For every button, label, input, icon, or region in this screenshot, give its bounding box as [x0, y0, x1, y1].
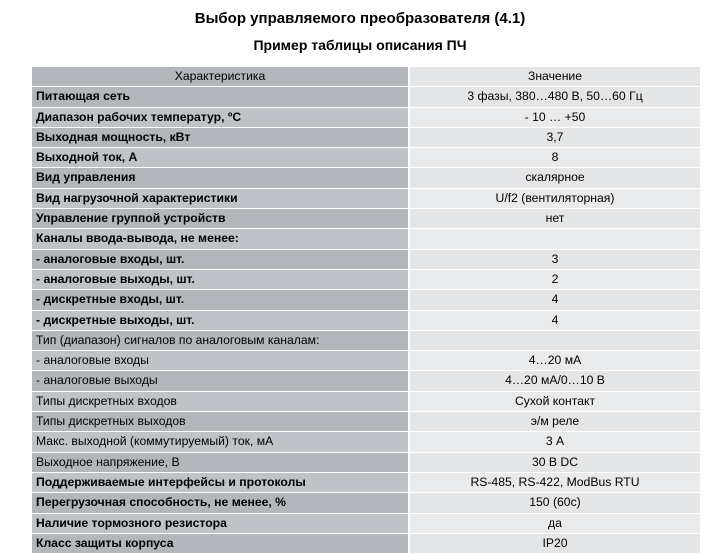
- param-cell: Вид управления: [32, 168, 410, 188]
- value-cell: да: [410, 514, 700, 534]
- slide-title: Выбор управляемого преобразователя (4.1): [194, 10, 526, 27]
- value-cell: [410, 229, 700, 249]
- value-cell: нет: [410, 209, 700, 229]
- header-characteristic: Характеристика: [32, 67, 410, 87]
- value-cell: Сухой контакт: [410, 392, 700, 412]
- value-cell: 3 фазы, 380…480 В, 50…60 Гц: [410, 87, 700, 107]
- table-row: [32, 331, 700, 351]
- table-row: [32, 392, 700, 412]
- table-row: [32, 108, 700, 128]
- value-cell: 8: [410, 148, 700, 168]
- param-cell: Тип (диапазон) сигналов по аналоговым каналам:: [32, 331, 410, 351]
- table-body: [32, 87, 700, 554]
- table-row: [32, 168, 700, 188]
- value-cell: э/м реле: [410, 412, 700, 432]
- value-cell: скалярное: [410, 168, 700, 188]
- value-cell: - 10 … +50: [410, 108, 700, 128]
- table-row: [32, 229, 700, 249]
- param-cell: Питающая сеть: [32, 87, 410, 107]
- value-cell: 30 В DC: [410, 453, 700, 473]
- param-cell: Перегрузочная способность, не менее, %: [32, 493, 410, 513]
- spec-table: [32, 67, 700, 554]
- value-cell: 4: [410, 311, 700, 331]
- table-row: [32, 453, 700, 473]
- table-row: [32, 290, 700, 310]
- table-header-row: [32, 67, 700, 87]
- param-cell: Макс. выходной (коммутируемый) ток, мА: [32, 432, 410, 452]
- param-cell: Управление группой устройств: [32, 209, 410, 229]
- param-cell: - дискретные входы, шт.: [32, 290, 410, 310]
- table-row: [32, 432, 700, 452]
- value-cell: 150 (60с): [410, 493, 700, 513]
- table-row: [32, 87, 700, 107]
- table-row: [32, 493, 700, 513]
- table-row: [32, 371, 700, 391]
- table-row: [32, 128, 700, 148]
- param-cell: Выходное напряжение, В: [32, 453, 410, 473]
- value-cell: 4…20 мА: [410, 351, 700, 371]
- table-row: [32, 351, 700, 371]
- param-cell: - дискретные выходы, шт.: [32, 311, 410, 331]
- param-cell: - аналоговые выходы: [32, 371, 410, 391]
- param-cell: Вид нагрузочной характеристики: [32, 189, 410, 209]
- table-row: [32, 250, 700, 270]
- table-row: [32, 209, 700, 229]
- param-cell: Типы дискретных выходов: [32, 412, 410, 432]
- value-cell: 4…20 мА/0…10 В: [410, 371, 700, 391]
- table-row: [32, 189, 700, 209]
- param-cell: - аналоговые входы: [32, 351, 410, 371]
- value-cell: 2: [410, 270, 700, 290]
- param-cell: Выходная мощность, кВт: [32, 128, 410, 148]
- table-row: [32, 148, 700, 168]
- param-cell: Выходной ток, А: [32, 148, 410, 168]
- value-cell: RS-485, RS-422, ModBus RTU: [410, 473, 700, 493]
- table-row: [32, 514, 700, 534]
- value-cell: 3: [410, 250, 700, 270]
- header-value: Значение: [410, 67, 700, 87]
- param-cell: Типы дискретных входов: [32, 392, 410, 412]
- table-row: [32, 311, 700, 331]
- table-row: [32, 534, 700, 554]
- table-row: [32, 270, 700, 290]
- value-cell: 3,7: [410, 128, 700, 148]
- param-cell: Наличие тормозного резистора: [32, 514, 410, 534]
- slide-subtitle: Пример таблицы описания ПЧ: [253, 37, 467, 53]
- value-cell: 3 А: [410, 432, 700, 452]
- param-cell: - аналоговые выходы, шт.: [32, 270, 410, 290]
- value-cell: IP20: [410, 534, 700, 554]
- param-cell: - аналоговые входы, шт.: [32, 250, 410, 270]
- param-cell: Поддерживаемые интерфейсы и протоколы: [32, 473, 410, 493]
- table-row: [32, 412, 700, 432]
- param-cell: Каналы ввода-вывода, не менее:: [32, 229, 410, 249]
- value-cell: 4: [410, 290, 700, 310]
- param-cell: Диапазон рабочих температур, ºС: [32, 108, 410, 128]
- value-cell: [410, 331, 700, 351]
- value-cell: U/f2 (вентиляторная): [410, 189, 700, 209]
- param-cell: Класс защиты корпуса: [32, 534, 410, 554]
- table-row: [32, 473, 700, 493]
